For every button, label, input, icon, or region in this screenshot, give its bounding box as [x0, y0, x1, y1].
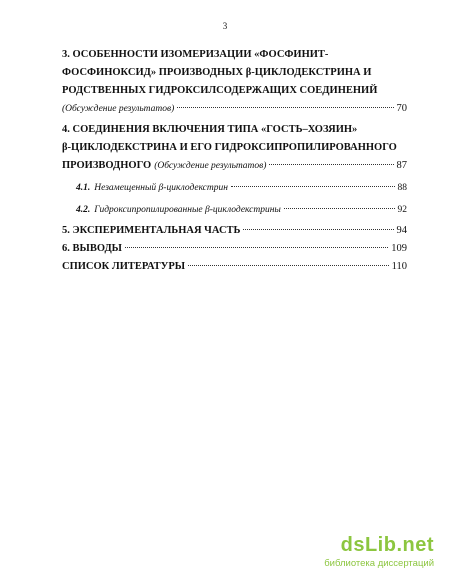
toc-subentry-4-2[interactable] [62, 201, 407, 219]
toc-entry-4-line-2: β-ЦИКЛОДЕКСТРИНА И ЕГО ГИДРОКСИПРОПИЛИРОВАННОГО [62, 142, 397, 153]
toc-entry-7[interactable] [62, 258, 407, 276]
dslib-logo: dsLib.net [340, 534, 434, 556]
toc-subentry-4-1[interactable] [62, 179, 407, 197]
toc-entry-3-line-1: 3. ОСОБЕННОСТИ ИЗОМЕРИЗАЦИИ «ФОСФИНИТ- [62, 49, 329, 60]
page-number: 3 [222, 21, 228, 31]
toc-entry-5-page: 94 [396, 225, 407, 236]
toc-entry-6-page: 109 [391, 243, 407, 254]
toc-entry-6-row [62, 240, 407, 258]
toc-entry-7-row [62, 258, 407, 276]
toc-subentry-4-2-number: 4.2. [76, 205, 91, 215]
toc-entry-6-text: 6. ВЫВОДЫ [62, 243, 122, 254]
dslib-subtitle: библиотека диссертаций [324, 558, 434, 569]
dot-leader [243, 229, 393, 230]
toc-entry-6[interactable] [62, 240, 407, 258]
toc-entry-5-row [62, 222, 407, 240]
toc-subentry-4-1-page: 88 [397, 183, 407, 193]
toc-entry-7-page: 110 [391, 261, 407, 272]
toc-entry-4-line-1: 4. СОЕДИНЕНИЯ ВКЛЮЧЕНИЯ ТИПА «ГОСТЬ–ХОЗЯИН» [62, 124, 358, 135]
dot-leader [177, 107, 393, 108]
toc-entry-4-note: (Обсуждение результатов) [154, 161, 267, 171]
toc-entry-3-row [62, 100, 407, 118]
toc-subentry-4-1-number: 4.1. [76, 183, 91, 193]
toc-entry-5[interactable] [62, 222, 407, 240]
table-of-contents [62, 46, 407, 276]
toc-entry-4-line-3: ПРОИЗВОДНОГО [62, 160, 152, 171]
toc-entry-3[interactable] [62, 46, 407, 118]
toc-entry-5-text: 5. ЭКСПЕРИМЕНТАЛЬНАЯ ЧАСТЬ [62, 225, 241, 236]
toc-entry-4[interactable] [62, 121, 407, 175]
dslib-watermark [304, 534, 434, 572]
toc-subentry-4-1-text: Незамещенный β-циклодекстрин [94, 183, 228, 193]
toc-subentry-4-2-text: Гидроксипропилированные β-циклодекстрины [94, 205, 281, 215]
dot-leader [188, 265, 389, 266]
toc-entry-3-line-2: ФОСФИНОКСИД» ПРОИЗВОДНЫХ β-ЦИКЛОДЕКСТРИНА И [62, 67, 372, 78]
dot-leader [284, 208, 395, 209]
toc-subentry-4-1-row [76, 179, 407, 197]
toc-entry-3-line-3: РОДСТВЕННЫХ ГИДРОКСИЛСОДЕРЖАЩИХ СОЕДИНЕНИЙ [62, 85, 378, 96]
dot-leader [231, 186, 395, 187]
dot-leader [269, 164, 393, 165]
toc-subentry-4-2-row [76, 201, 407, 219]
toc-entry-4-page: 87 [396, 160, 407, 171]
toc-entry-7-text: СПИСОК ЛИТЕРАТУРЫ [62, 261, 186, 272]
dot-leader [125, 247, 388, 248]
toc-subentry-4-2-page: 92 [397, 205, 407, 215]
toc-entry-4-row [62, 157, 407, 175]
toc-entry-3-page: 70 [396, 103, 407, 114]
toc-entry-3-note: (Обсуждение результатов) [62, 104, 175, 114]
